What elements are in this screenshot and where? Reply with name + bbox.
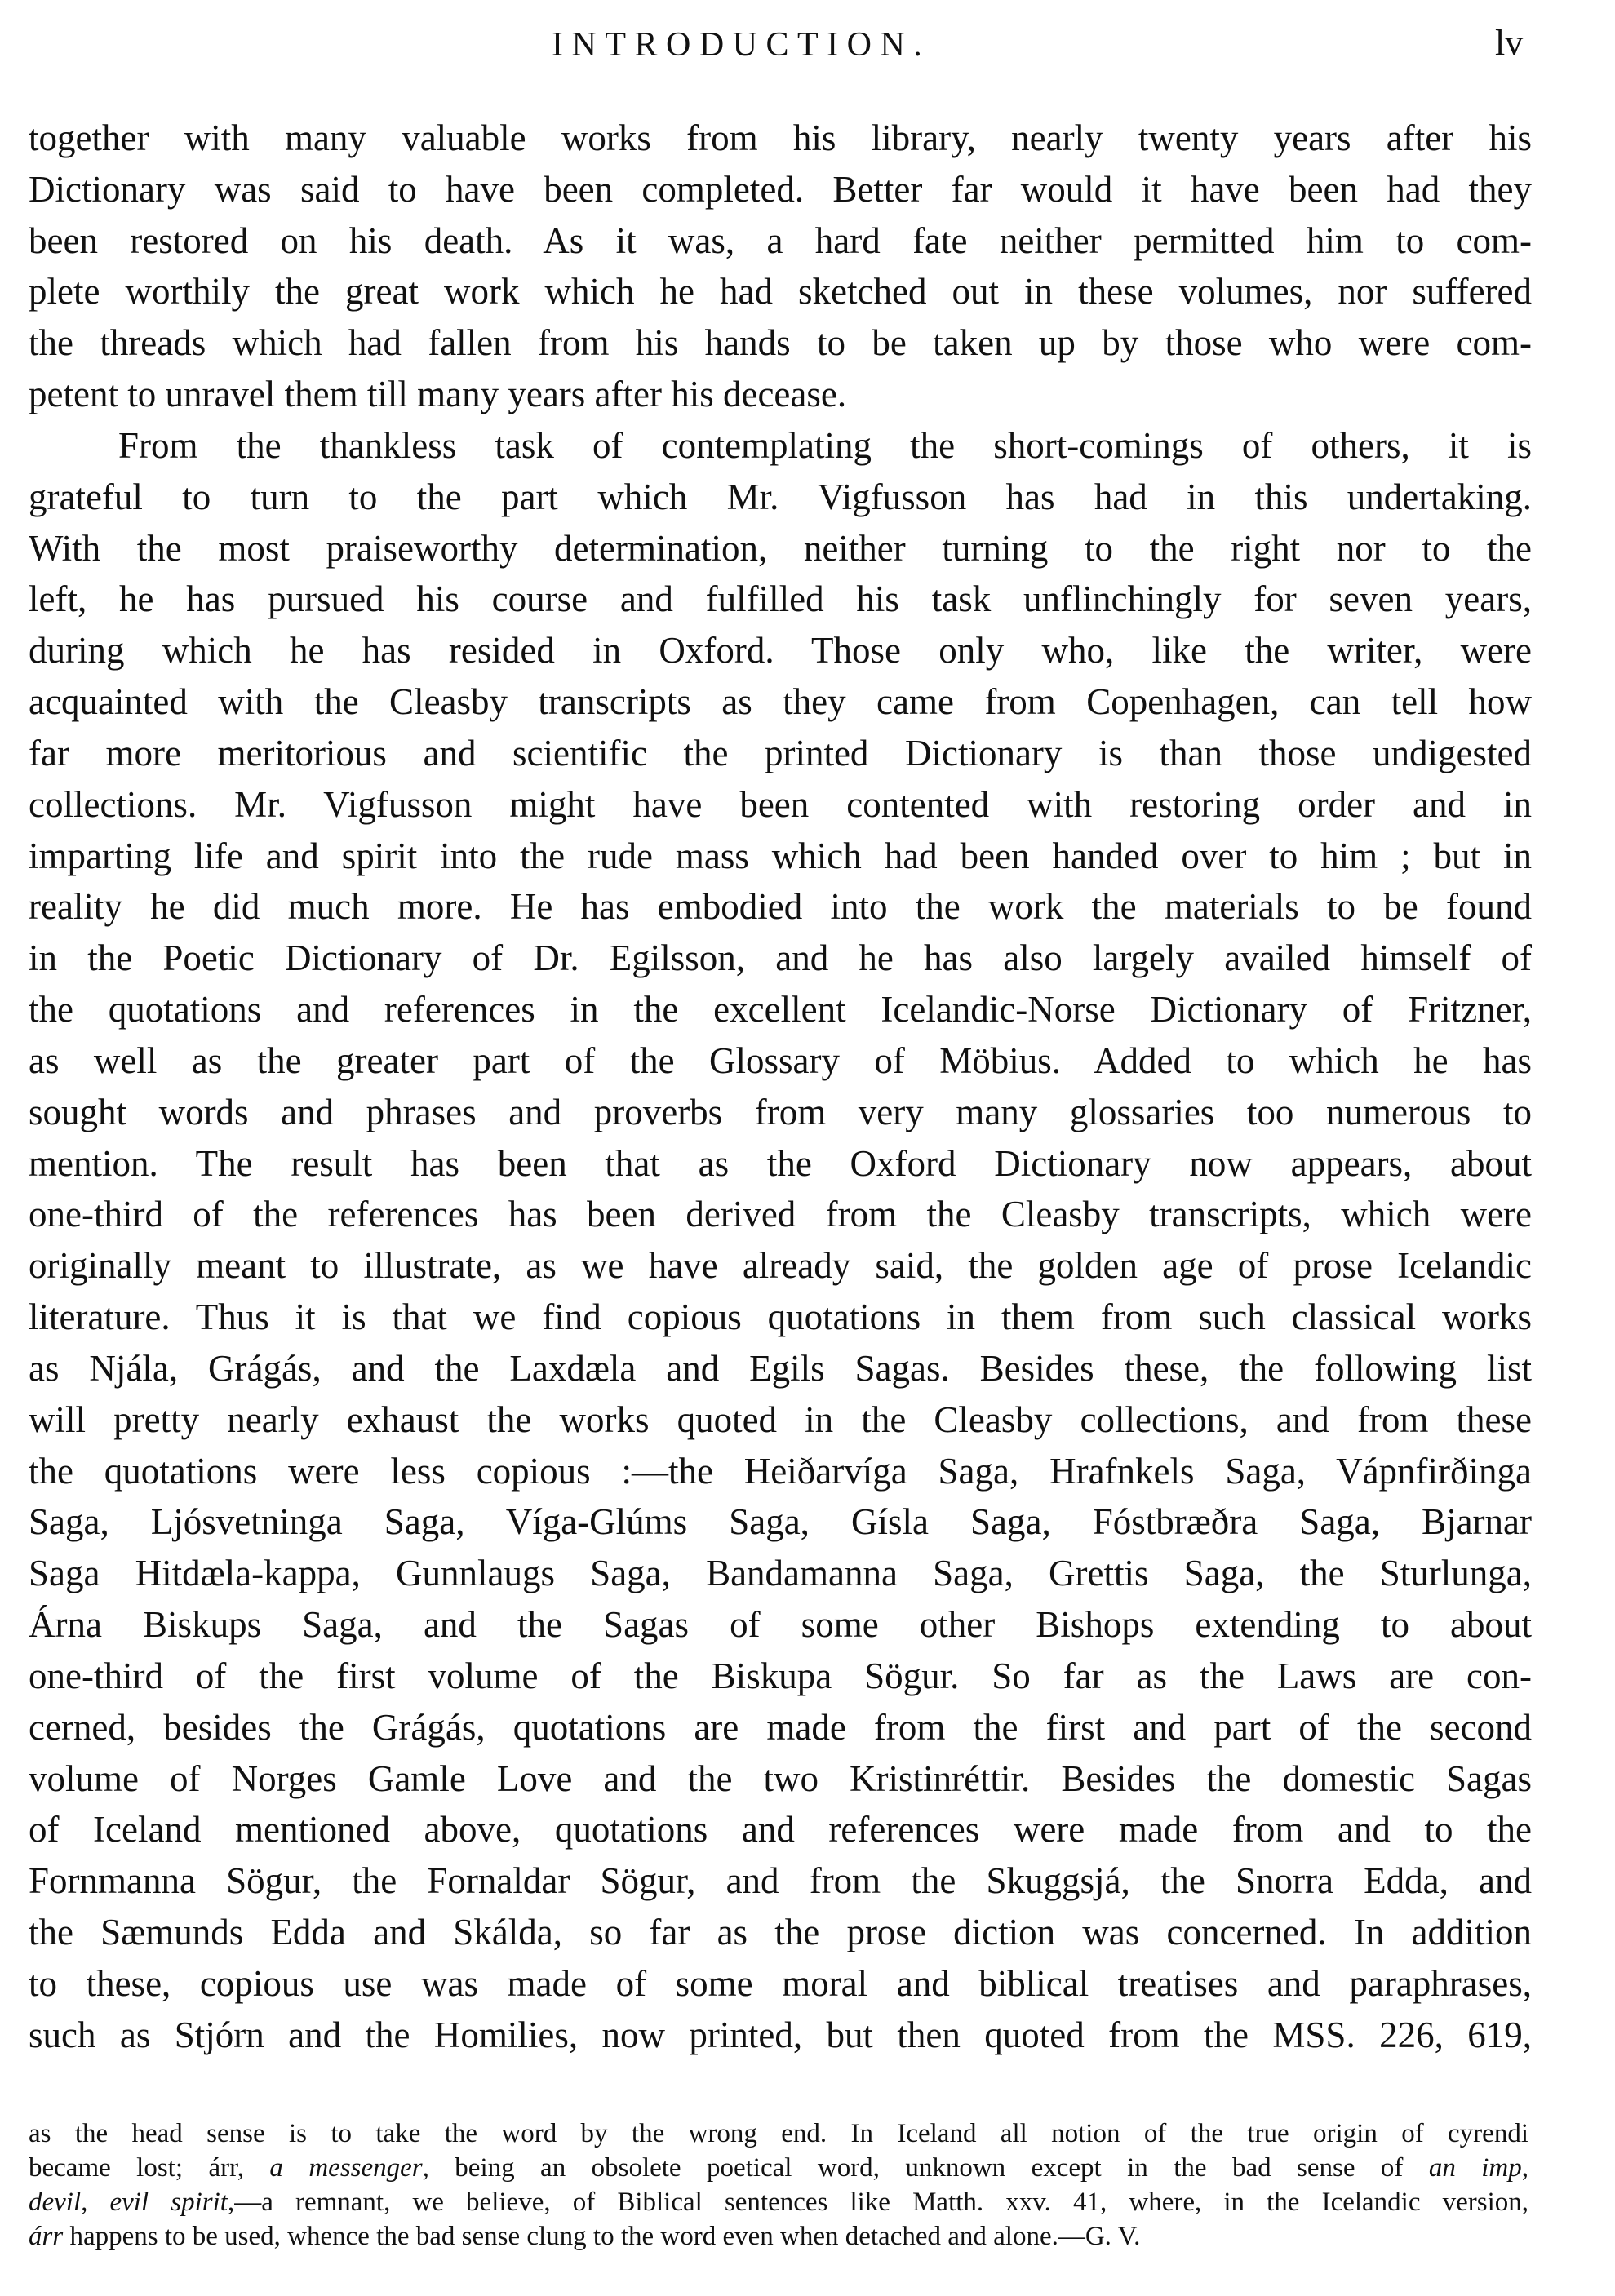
body-line: the quotations were less copious :—the Heiðarvíga Saga, Hrafnkels Saga, Vápnfirðinga: [29, 1450, 1532, 1492]
body-line: one-third of the first volume of the Biskupa Sögur. So far as the Laws are con-: [29, 1655, 1532, 1696]
body-line: to these, copious use was made of some moral and biblical treatises and paraphrases,: [29, 1962, 1532, 2004]
body-line: the Sæmunds Edda and Skálda, so far as the prose diction was concerned. In addition: [29, 1911, 1532, 1952]
body-line: Saga, Ljósvetninga Saga, Víga-Glúms Saga, Gísla Saga, Fóstbræðra Saga, Bjarnar: [29, 1501, 1532, 1543]
running-head: [0, 18, 1615, 67]
body-line: will pretty nearly exhaust the works quoted in the Cleasby collections, and from these: [29, 1398, 1532, 1440]
body-line: imparting life and spirit into the rude mass which had been handed over to him ; but in: [29, 835, 1532, 876]
running-title: INTRODUCTION.: [552, 26, 931, 64]
body-text: [29, 115, 1532, 2063]
body-line: the quotations and references in the excellent Icelandic-Norse Dictionary of Fritzner,: [29, 989, 1532, 1031]
body-line: plete worthily the great work which he had sketched out in these volumes, nor suffered: [29, 271, 1532, 312]
body-line: the threads which had fallen from his hands to be taken up by those who were com-: [29, 322, 1532, 364]
footnote-text: happens to be used, whence the bad sense clung to the word even when detached and alone.—G. V.: [63, 2222, 1141, 2251]
body-line: collections. Mr. Vigfusson might have been contented with restoring order and in: [29, 783, 1532, 825]
body-line-paragraph-end: petent to unravel them till many years after his decease.: [29, 374, 847, 415]
body-line: such as Stjórn and the Homilies, now printed, but then quoted from the MSS. 226, 619,: [29, 2014, 1532, 2055]
body-line: Saga Hitdæla-kappa, Gunnlaugs Saga, Bandamanna Saga, Grettis Saga, the Sturlunga,: [29, 1553, 1532, 1594]
footnote-line: as the head sense is to take the word by the wrong end. In Iceland all notion of the true origin of cyrendi: [29, 2119, 1528, 2148]
body-line: cerned, besides the Grágás, quotations are made from the first and part of the second: [29, 1706, 1532, 1748]
body-line: sought words and phrases and proverbs from very many glossaries too numerous to: [29, 1091, 1532, 1132]
footnote-text: , being an obsolete poetical word, unknown except in the bad sense of: [422, 2153, 1429, 2183]
body-line: as Njála, Grágás, and the Laxdæla and Egils Sagas. Besides these, the following list: [29, 1347, 1532, 1389]
body-line: With the most praiseworthy determination, neither turning to the right nor to the: [29, 527, 1532, 569]
footnote-line: [29, 2220, 1528, 2254]
body-line: far more meritorious and scientific the printed Dictionary is than those undigested: [29, 732, 1532, 773]
body-line: originally meant to illustrate, as we have already said, the golden age of prose Icelandic: [29, 1245, 1532, 1287]
body-line: during which he has resided in Oxford. Those only who, like the writer, were: [29, 630, 1532, 672]
footnote-line: [29, 2186, 1528, 2220]
body-line: in the Poetic Dictionary of Dr. Egilsson, and he has also largely availed himself of: [29, 937, 1532, 979]
body-line: reality he did much more. He has embodied into the work the materials to be found: [29, 886, 1532, 928]
footnote-text: ,—a remnant, we believe, of Biblical sentences like Matth. xxv. 41, where, in the Icelandic version,: [227, 2187, 1529, 2217]
footnote-italic-term: devil, evil spirit: [29, 2187, 228, 2217]
footnote: [29, 2117, 1528, 2254]
footnote-italic-term: an imp: [1428, 2153, 1522, 2183]
footnote-text: became lost; árr,: [29, 2153, 270, 2183]
body-line: been restored on his death. As it was, a hard fate neither permitted him to com-: [29, 219, 1532, 261]
page-number: lv: [1495, 23, 1524, 63]
body-line: of Iceland mentioned above, quotations and references were made from and to the: [29, 1809, 1532, 1851]
body-line: Fornmanna Sögur, the Fornaldar Sögur, and from the Skuggsjá, the Snorra Edda, and: [29, 1860, 1532, 1902]
body-line-paragraph-start: From the thankless task of contemplating the short-comings of others, it is: [118, 424, 1532, 466]
body-line: volume of Norges Gamle Love and the two Kristinréttir. Besides the domestic Sagas: [29, 1757, 1532, 1799]
footnote-line: [29, 2152, 1528, 2186]
body-line: acquainted with the Cleasby transcripts as they came from Copenhagen, can tell how: [29, 681, 1532, 723]
footnote-italic-term: árr: [29, 2222, 64, 2251]
body-line: grateful to turn to the part which Mr. Vigfusson has had in this undertaking.: [29, 476, 1532, 517]
footnote-text: ,: [1521, 2153, 1528, 2183]
body-line: Árna Biskups Saga, and the Sagas of some other Bishops extending to about: [29, 1604, 1532, 1646]
body-line: literature. Thus it is that we find copious quotations in them from such classical works: [29, 1296, 1532, 1338]
body-line: Dictionary was said to have been completed. Better far would it have been had they: [29, 168, 1532, 210]
body-line: together with many valuable works from his library, nearly twenty years after his: [29, 117, 1532, 158]
body-line: left, he has pursued his course and fulfilled his task unflinchingly for seven years,: [29, 578, 1532, 620]
body-line: one-third of the references has been derived from the Cleasby transcripts, which were: [29, 1194, 1532, 1235]
footnote-italic-term: a messenger: [269, 2153, 423, 2183]
body-line: as well as the greater part of the Glossary of Möbius. Added to which he has: [29, 1039, 1532, 1081]
body-line: mention. The result has been that as the Oxford Dictionary now appears, about: [29, 1142, 1532, 1184]
